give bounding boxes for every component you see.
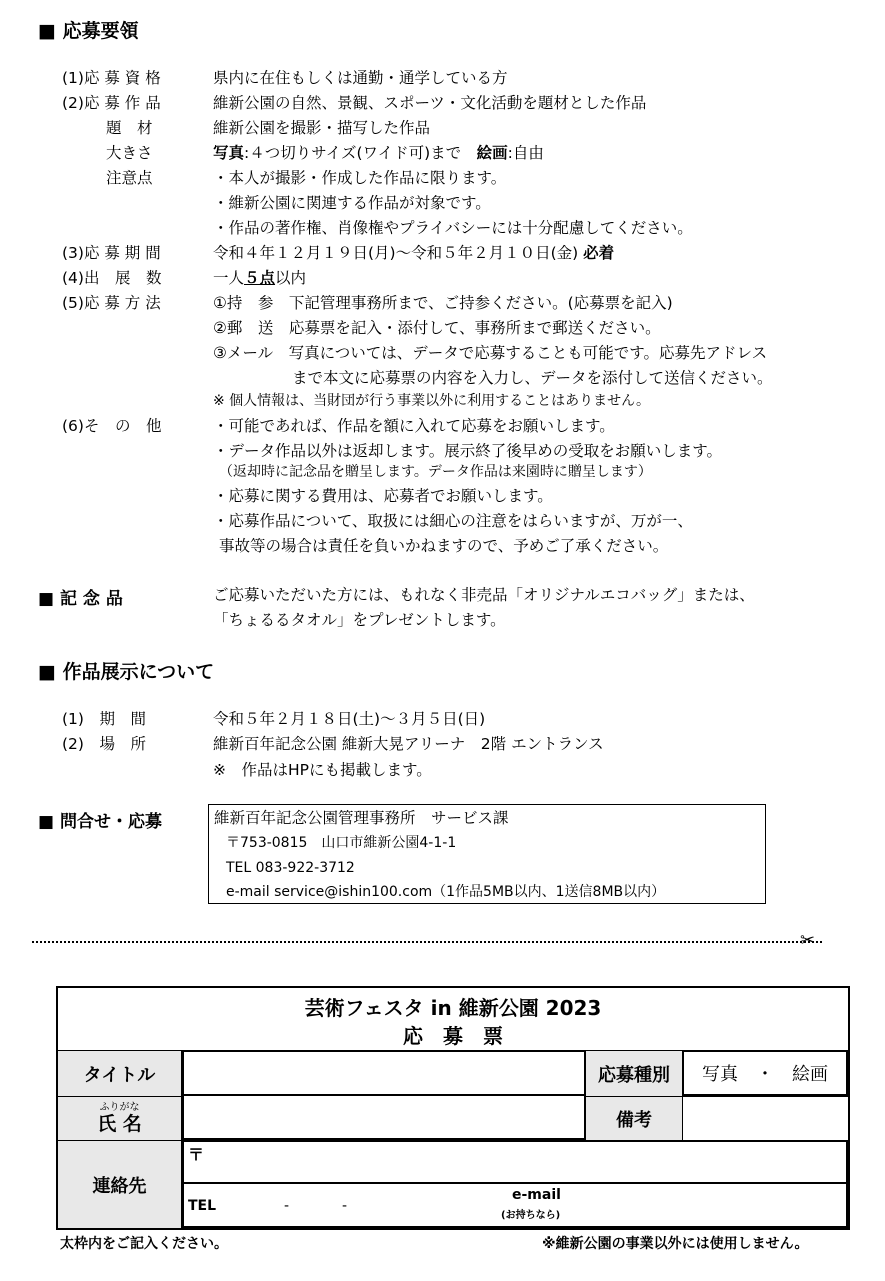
other-line-6: 事故等の場合は責任を負いかねますので、予めご了承ください。 [219,537,669,555]
size-photo-label: 写真 [213,144,245,162]
method-line-3: ③メール 写真については、データで応募することも可能です。応募先アドレス [213,344,768,362]
form-footer-left: 太枠内をご記入ください。 [60,1236,228,1252]
kind-options[interactable]: 写真 ・ 絵画 [682,1050,848,1096]
tel-dash-2: - [342,1198,348,1214]
notes-line-3: ・作品の著作権、肖像権やプライバシーには十分配慮してください。 [213,219,693,237]
label-period: (3)応 募 期 間 [62,244,161,262]
email-label: e-mail [512,1187,561,1203]
size-painting-text: :自由 [507,144,544,162]
size-photo-text: :４つ切りサイズ(ワイド可)まで [244,144,477,162]
title-label: タイトル [58,1050,182,1096]
tel-email-input[interactable] [182,1184,848,1228]
name-input[interactable] [182,1096,586,1140]
kind-label: 応募種別 [586,1050,682,1096]
text-exhibit-period: 令和５年２月１８日(土)～３月５日(日) [213,710,486,728]
section-title-guidelines: ■ 応募要領 [38,20,139,42]
tel-dash-1: - [284,1198,290,1214]
label-method: (5)応 募 方 法 [62,294,161,312]
name-label: 氏 名 [97,1113,142,1135]
gift-line-1: ご応募いただいた方には、もれなく非売品「オリジナルエコバッグ」または、 [213,586,755,604]
label-eligibility: (1)応 募 資 格 [62,69,161,87]
cut-line [32,941,822,943]
form-subtitle: 応 募 票 [403,1024,503,1048]
address-input[interactable] [182,1140,848,1184]
other-line-4: ・応募に関する費用は、応募者でお願いします。 [213,487,553,505]
title-input[interactable] [182,1050,586,1096]
other-line-5: ・応募作品について、取扱には細心の注意をはらいますが、万が一、 [213,512,693,530]
size-painting-label: 絵画 [476,144,508,162]
section-title-gift: ■ 記 念 品 [38,589,123,609]
count-number: ５点 [244,269,276,287]
method-line-1: ①持 参 下記管理事務所まで、ご持参ください。(応募票を記入) [213,294,673,312]
label-exhibit-period: (1) 期 間 [62,710,146,728]
label-other: (6)そ の 他 [62,417,162,435]
email-note: (お持ちなら) [501,1210,561,1221]
other-line-2: ・データ作品以外は返却します。展示終了後早めの受取をお願いします。 [213,442,723,460]
remarks-label: 備考 [586,1096,682,1140]
tel-label: TEL [188,1198,217,1214]
text-entries: 維新公園の自然、景観、スポーツ・文化活動を題材とした作品 [213,94,647,112]
notes-line-1: ・本人が撮影・作成した作品に限ります。 [213,169,507,187]
label-notes: 注意点 [106,169,153,187]
other-line-3: （返却時に記念品を贈呈します。データ作品は来園時に贈呈します） [219,464,652,480]
contact-label: 連絡先 [58,1140,182,1228]
text-exhibit-place: 維新百年記念公園 維新大晃アリーナ 2階 エントランス [213,735,604,753]
count-post: 以内 [275,269,307,287]
gift-line-2: 「ちょるるタオル」をプレゼントします。 [213,611,506,629]
period-must-arrive: 必着 [583,244,615,262]
contact-address: 〒753-0815 山口市維新公園4-1-1 [226,835,457,851]
period-dates: 令和４年１２月１９日(月)～令和５年２月１０日(金) [213,244,579,262]
form-title: 芸術フェスタ in 維新公園 2023 [304,996,602,1020]
label-size: 大きさ [106,144,153,162]
label-subject: 題 材 [106,119,153,137]
name-label-cell [58,1096,182,1140]
notes-line-2: ・維新公園に関連する作品が対象です。 [213,194,491,212]
text-eligibility: 県内に在住もしくは通勤・通学している方 [213,69,508,87]
exhibit-note: ※ 作品はHPにも掲載します。 [213,761,432,779]
scissors-icon: ✂ [800,930,816,951]
contact-office: 維新百年記念公園管理事務所 サービス課 [214,809,509,827]
text-size [213,143,544,163]
label-entries: (2)応 募 作 品 [62,94,161,112]
form-footer-right: ※維新公園の事業以外には使用しません。 [542,1236,809,1252]
label-count: (4)出 展 数 [62,269,162,287]
application-form [56,986,850,1230]
text-count [213,268,306,288]
section-title-contact: ■ 問合せ・応募 [38,812,162,832]
postal-mark: 〒 [188,1145,205,1164]
method-line-4: まで本文に応募票の内容を入力し、データを添付して送信ください。 [292,369,773,387]
furigana-label: ふりがな [99,1102,140,1113]
contact-email: e-mail service@ishin100.com（1作品5MB以内、1送信8MB以内） [226,884,666,900]
text-subject: 維新公園を撮影・描写した作品 [213,119,431,137]
contact-tel: TEL 083-922-3712 [226,860,355,876]
privacy-note: ※ 個人情報は、当財団が行う事業以外に利用することはありません。 [213,393,651,409]
section-title-exhibit: ■ 作品展示について [38,661,215,683]
remarks-input[interactable] [682,1096,848,1140]
text-period [213,243,614,263]
method-line-2: ②郵 送 応募票を記入・添付して、事務所まで郵送ください。 [213,319,661,337]
label-exhibit-place: (2) 場 所 [62,735,146,753]
count-pre: 一人 [213,269,245,287]
other-line-1: ・可能であれば、作品を額に入れて応募をお願いします。 [213,417,615,435]
